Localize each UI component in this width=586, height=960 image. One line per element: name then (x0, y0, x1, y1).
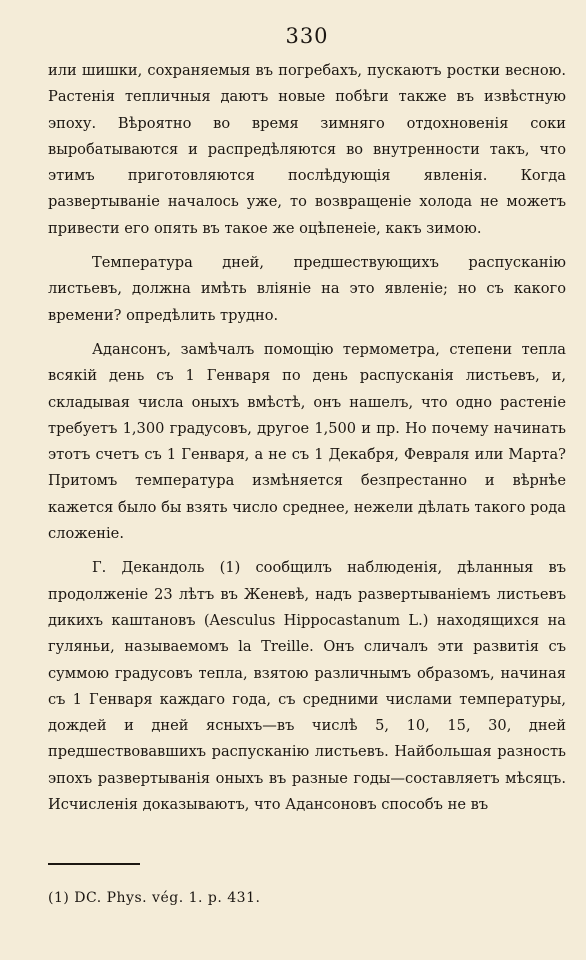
paragraph-gap (48, 547, 566, 555)
footnote-rule (48, 863, 140, 865)
paragraph-2: Температура дней, предшествующихъ распусканію листьевъ, должна имѣть вліяніе на это явленіе; но съ какого времени? опредѣлить трудно. (48, 254, 566, 324)
paragraph-4: Г. Декандоль (1) сообщилъ наблюденія, дѣланныя въ продолженіе 23 лѣтъ въ Женевѣ, надъ развертываніемъ листьевъ дикихъ каштановъ (Aesculus Hippocastanum L.) находящихся на гуляньи, называемомъ la Treille. Онъ сличалъ эти развитія съ суммою градусовъ тепла, взятою различнымъ образомъ, начиная съ 1 Генваря каждаго года, съ средними числами температуры, дождей и дней ясныхъ—въ числѣ 5, 10, 15, 30, дней предшествовавшихъ распусканію листьевъ. Найбольшая разность эпохъ развертыванія оныхъ въ разные годы—составляетъ мѣсяцъ. Исчисленія доказываютъ, что Адансоновъ способъ не въ (48, 559, 566, 814)
paragraph-gap (48, 329, 566, 337)
paragraph-3: Адансонъ, замѣчалъ помощію термометра, степени тепла всякій день съ 1 Генваря по день распусканія листьевъ, и, складывая числа оныхъ вмѣстѣ, онъ нашелъ, что одно растеніе требуетъ 1,300 градусовъ, другое 1,500 и пр. Но почему начинать этотъ счетъ съ 1 Генваря, а не съ 1 Декабря, Февраля или Марта? Притомъ температура измѣняется безпрестанно и вѣрнѣе кажется было бы взять число среднее, нежели дѣлать такого рода сложеніе. (48, 340, 566, 543)
page-number: 330 (285, 24, 329, 48)
footnote: (1) DC. Phys. vég. 1. p. 431. (48, 890, 261, 906)
paragraph-gap (48, 242, 566, 250)
paragraph-1: или шишки, сохраняемыя въ погребахъ, пускаютъ ростки весною. Растенія тепличныя даютъ новые побѣги также въ извѣстную эпоху. Вѣроятно во время зимняго отдохновенія соки выробатываются и распредѣляются во внутренности такъ, что этимъ приготовляются послѣдующія явленія. Когда развертываніе началось уже, то возвращеніе холода не можетъ привести его опять въ такое же оцѣпенеіе, какъ зимою. (48, 62, 566, 237)
